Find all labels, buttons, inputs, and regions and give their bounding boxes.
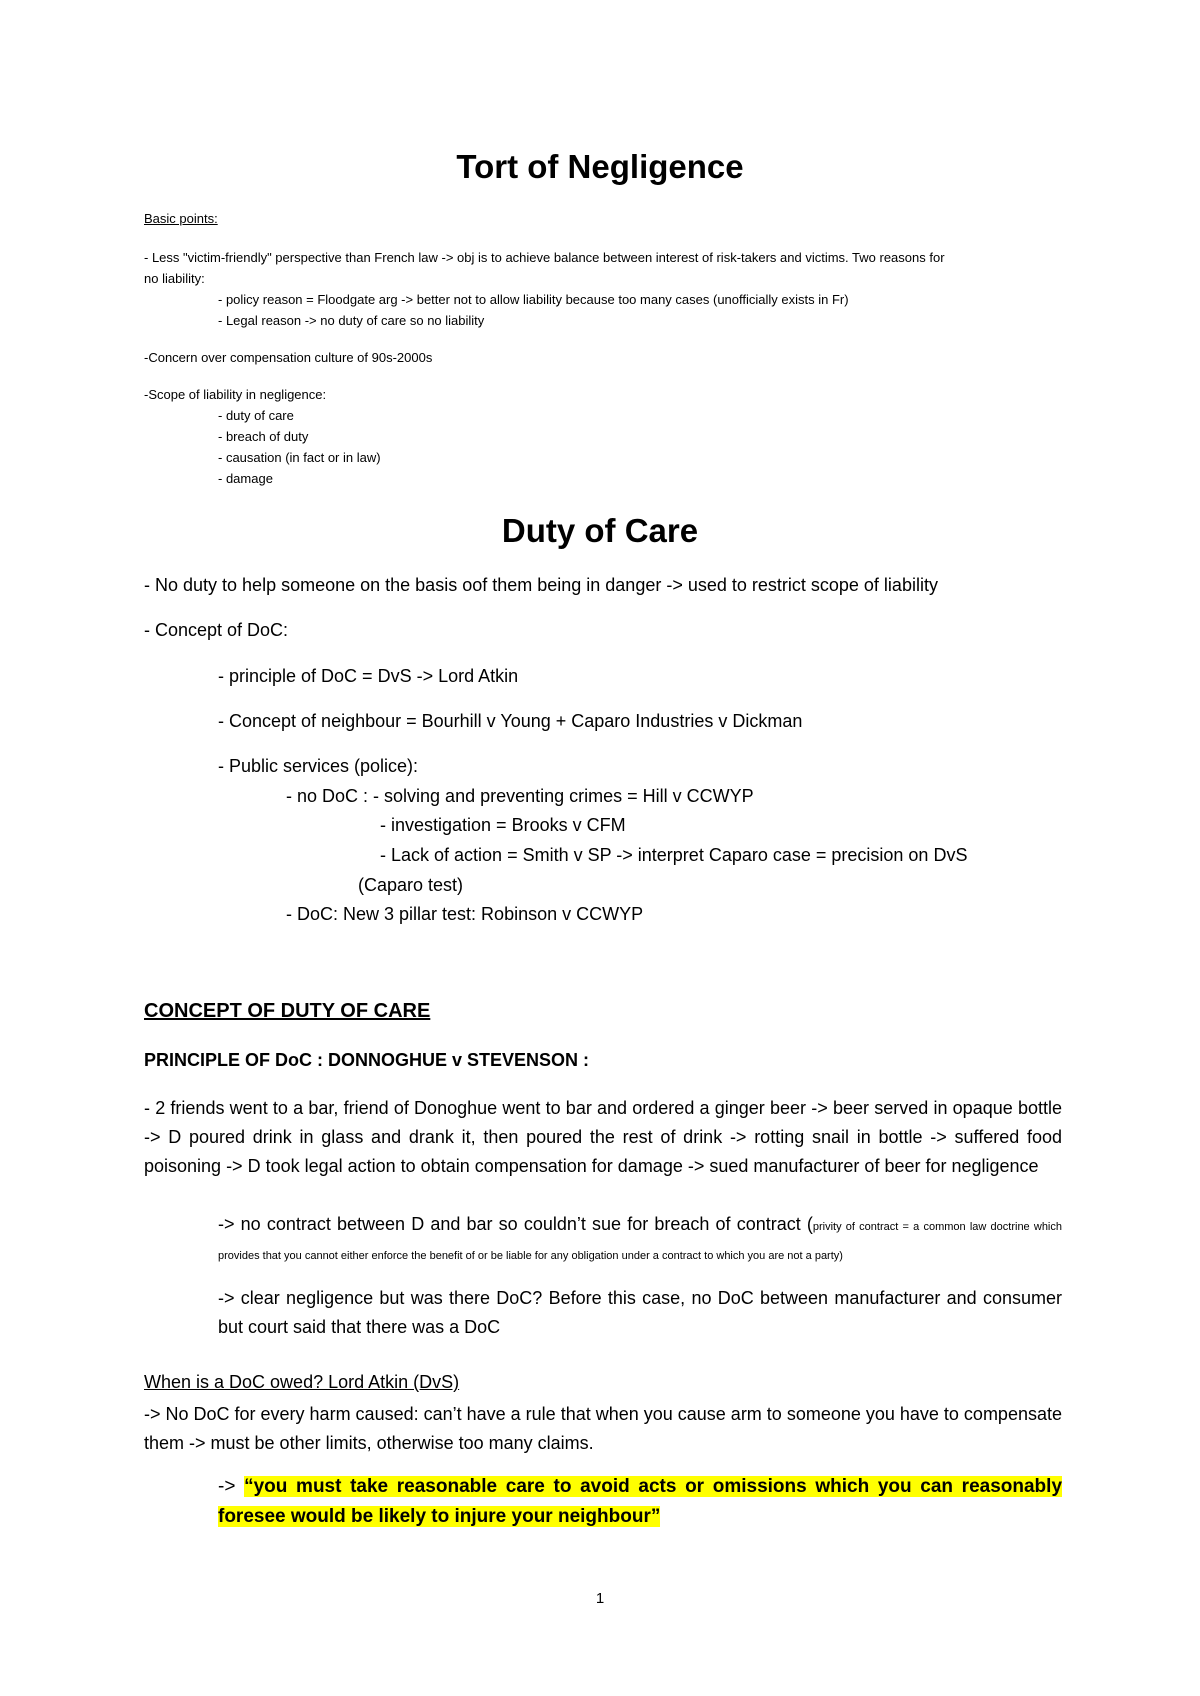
page-number: 1 (595, 1590, 605, 1607)
neighbour-quote: “you must take reasonable care to avoid acts or omissions which you can reasonably foresee would be likely to injure your neighbour” (218, 1476, 1063, 1527)
scope-label: -Scope of liability in negligence: (144, 387, 327, 402)
when-owed-heading: When is a DoC owed? Lord Atkin (DvS) (144, 1372, 460, 1392)
no-contract-text: -> no contract between D and bar so couldn’t sue for breach of contract ( (218, 1214, 813, 1234)
legal-reason: - Legal reason -> no duty of care so no liability (218, 313, 485, 328)
atkin-quote-paragraph (218, 1472, 1062, 1532)
clear-negligence-paragraph: -> clear negligence but was there DoC? Before this case, no DoC between manufacturer and consumer but court said that there was a DoC (218, 1288, 1062, 1337)
intro-line-2: no liability: (144, 271, 205, 286)
facts-paragraph: - 2 friends went to a bar, friend of Donoghue went to bar and ordered a ginger beer -> beer served in opaque bottle -> D poured drink in glass and drank it, then poured the rest of drink -> rotting snail in bottle -> suffered food poisoning -> D took legal action to obtain compensation for damage -> sued manufacturer of beer for negligence (144, 1098, 1062, 1176)
principle-heading: PRINCIPLE OF DoC : DONNOGHUE v STEVENSON : (144, 1050, 590, 1070)
section-title-duty-of-care: Duty of Care (501, 512, 699, 549)
intro-line-1: - Less "victim-friendly" perspective than French law -> obj is to achieve balance between interest of risk-takers and victims. Two reasons for (144, 250, 945, 265)
scope-item: - breach of duty (218, 429, 309, 444)
no-contract-paragraph (218, 1210, 1062, 1268)
no-duty-line: - No duty to help someone on the basis oof them being in danger -> used to restrict scope of liability (144, 575, 938, 595)
privity-note: privity of contract = a common law doctrine which provides that you cannot either enforce the benefit of or be liable for any obligation under a contract to which you are not a party) (218, 1221, 1062, 1262)
investigation-line: - investigation = Brooks v CFM (380, 815, 626, 835)
no-doc-every-harm-paragraph: -> No DoC for every harm caused: can’t have a rule that when you cause arm to someone you have to compensate them -> must be other limits, otherwise too many claims. (144, 1404, 1062, 1453)
page-title: Tort of Negligence (456, 148, 744, 185)
concept-label: - Concept of DoC: (144, 620, 289, 640)
quote-arrow: -> (218, 1476, 236, 1497)
basic-points-label: Basic points: (144, 211, 218, 226)
caparo-test-line: (Caparo test) (358, 875, 464, 895)
public-services-line: - Public services (police): (218, 756, 419, 776)
concern-line: -Concern over compensation culture of 90s-2000s (144, 350, 433, 365)
pillar-test-line: - DoC: New 3 pillar test: Robinson v CCWYP (286, 904, 644, 924)
lack-of-action-line: - Lack of action = Smith v SP -> interpret Caparo case = precision on DvS (380, 845, 968, 865)
scope-item: - damage (218, 471, 273, 486)
scope-item: - causation (in fact or in law) (218, 450, 381, 465)
neighbour-line: - Concept of neighbour = Bourhill v Young + Caparo Industries v Dickman (218, 711, 803, 731)
scope-item: - duty of care (218, 408, 294, 423)
no-doc-line: - no DoC : - solving and preventing crimes = Hill v CCWYP (286, 786, 754, 806)
policy-reason: - policy reason = Floodgate arg -> better not to allow liability because too many cases (unofficially exists in Fr) (218, 292, 849, 307)
concept-heading: CONCEPT OF DUTY OF CARE (144, 1000, 431, 1022)
principle-line: - principle of DoC = DvS -> Lord Atkin (218, 666, 519, 686)
